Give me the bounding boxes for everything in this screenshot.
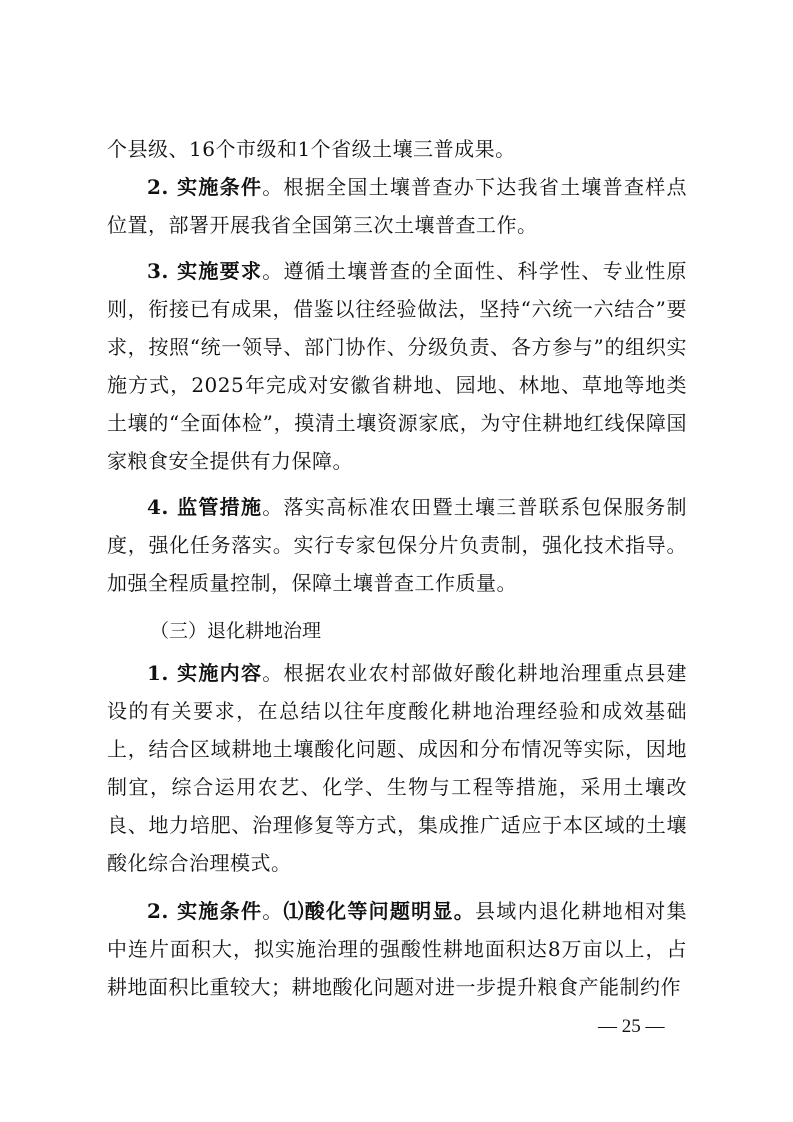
paragraph-continuation [107,130,687,168]
paragraph-text: 。落实高标准农田暨土壤三普联系包保服务制度，强化任务落实。实行专家包保分片负责制，强化技术指导。加强全程质量控制，保障土壤普查工作质量。 [107,495,688,595]
paragraph-text: 个县级、16个市级和1个省级土壤三普成果。 [107,137,516,161]
paragraph-implementation-requirements [107,252,687,480]
paragraph-text: 。遵循土壤普查的全面性、科学性、专业性原则，衔接已有成果，借鉴以往经验做法，坚持“六统一六结合”要求，按照“统一领导、部门协作、分级负责、各方参与”的组织实施方式，2025年完成对安徽省耕地、园地、林地、草地等地类土壤的“全面体检”，摸清土壤资源家底，为守住耕地红线保障国家粮食安全提供有力保障。 [107,259,688,473]
paragraph-heading: 3. 实施要求 [147,259,263,283]
paragraph-implementation-conditions [107,168,687,244]
paragraph-subheading: ⑴酸化等问题明显。 [283,899,476,923]
paragraph-implementation-conditions-2 [107,892,687,1006]
paragraph-text: 。根据农业农村部做好酸化耕地治理重点县建设的有关要求，在总结以往年度酸化耕地治理经验和成效基础上，结合区域耕地土壤酸化问题、成因和分布情况等实际，因地制宜，综合运用农艺、化学、生物与工程等措施，采用土壤改良、地力培肥、治理修复等方式，集成推广适应于本区域的土壤酸化综合治理模式。 [107,661,688,875]
paragraph-heading: 2. 实施条件 [147,175,263,199]
paragraph-separator: 。 [262,899,284,923]
paragraph-heading: 4. 监管措施 [147,495,263,519]
paragraph-implementation-content [107,654,687,882]
paragraph-heading: 1. 实施内容 [147,661,263,685]
paragraph-heading: 2. 实施条件 [147,899,263,923]
section-title: （三）退化耕地治理 [150,620,322,642]
page-number: — 25 — [598,1016,665,1037]
paragraph-supervision-measures [107,488,687,602]
paragraph-text: 。根据全国土壤普查办下达我省土壤普查样点位置，部署开展我省全国第三次土壤普查工作。 [107,175,688,237]
paragraph-text: 县域内退化耕地相对集中连片面积大，拟实施治理的强酸性耕地面积达8万亩以上，占耕地面积比重较大；耕地酸化问题对进一步提升粮食产能制约作 [107,899,688,999]
